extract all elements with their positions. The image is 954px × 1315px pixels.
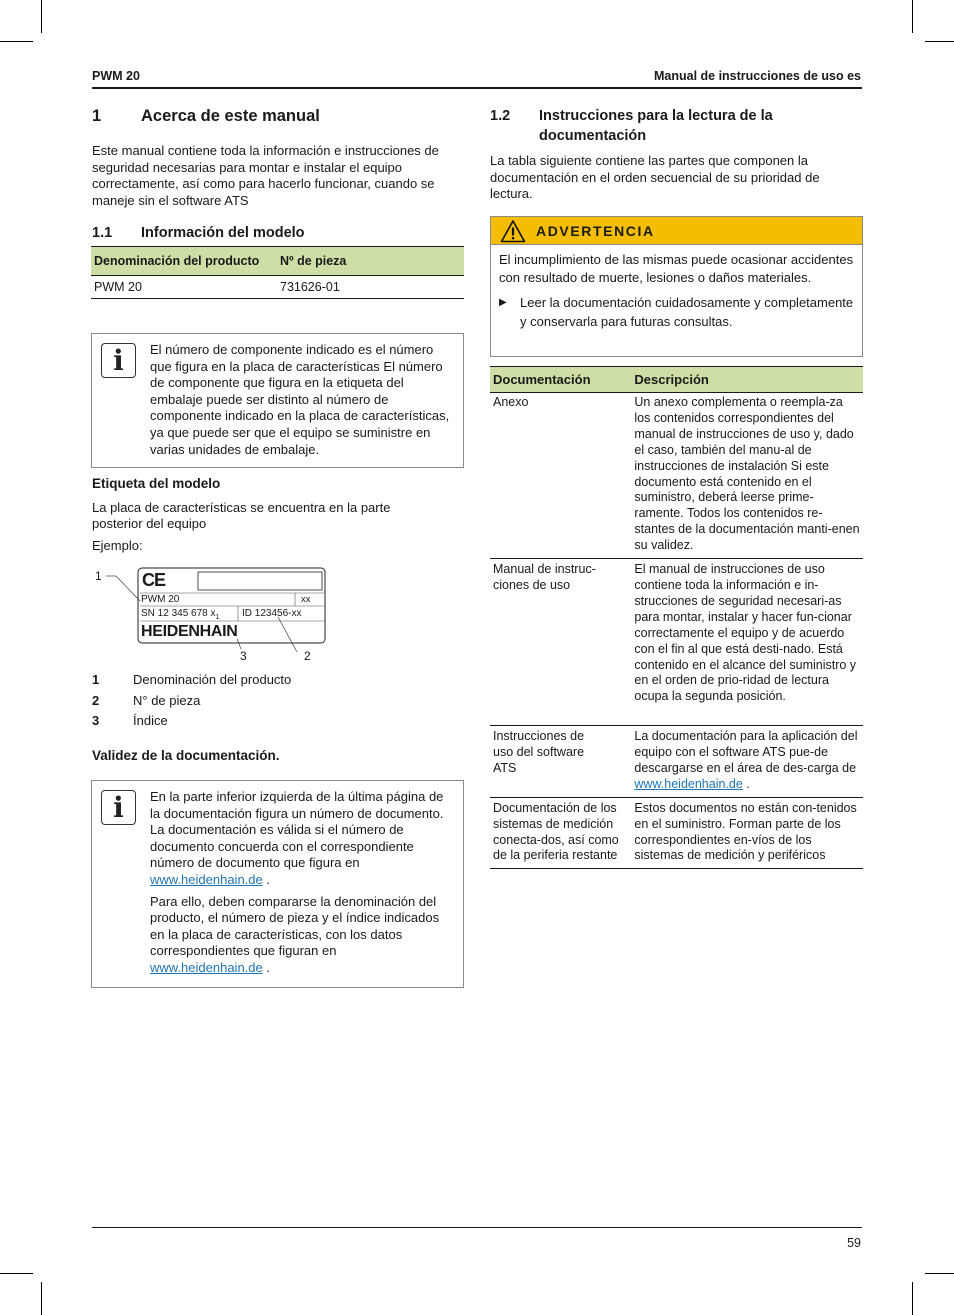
page-number: 59 — [847, 1236, 861, 1250]
table-cell: 731626-01 — [277, 276, 464, 299]
table-header: Documentación — [490, 367, 631, 393]
validity-heading: Validez de la documentación. — [92, 747, 280, 763]
header-product: PWM 20 — [92, 69, 140, 83]
section-1-1-heading: 1.1 Información del modelo — [92, 225, 305, 242]
plate-id: ID 123456-xx — [242, 608, 302, 619]
crop-mark — [925, 41, 954, 42]
heidenhain-logo: HEIDENHAIN — [141, 623, 238, 640]
crop-mark — [41, 0, 42, 33]
warning-bullet: ▶ Leer la documentación cuidadosamente y completamente y conservarla para futuras consultas. — [499, 295, 854, 329]
table-cell: Instrucciones de uso del software ATS — [490, 726, 631, 798]
table-row — [490, 559, 863, 726]
table-cell: Un anexo complementa o reempla-za los contenidos correspondientes del manual de instrucciones de uso y, dado el caso, también del manu-al de instrucciones de instalación Si este documento está contenido en el suministro, deberá leerse prime-ramente. Todos los contenidos re-stantes de la documentación manti-enen su validez. — [631, 393, 863, 559]
callout-3: 3 — [240, 649, 247, 663]
table-cell: Estos documentos no están con-tenidos en el suministro. Forman parte de los correspondientes en-víos de los sistemas de medición y periféricos — [631, 797, 863, 869]
warning-box — [490, 216, 863, 357]
crop-mark — [0, 1273, 33, 1274]
table-header-row — [490, 367, 863, 393]
figure-legend — [92, 670, 464, 764]
header-rule — [92, 87, 862, 89]
table-cell: Manual de instruc-ciones de uso — [490, 559, 631, 726]
footer-rule — [92, 1227, 862, 1228]
left-column — [92, 107, 464, 243]
crop-mark — [912, 1282, 913, 1315]
heidenhain-link[interactable]: www.heidenhain.de — [150, 871, 263, 887]
warning-triangle-icon — [500, 219, 526, 243]
info-note-validity-text — [150, 789, 450, 977]
warning-text: El incumplimiento de las mismas puede ocasionar accidentes con resultado de muerte, lesiones o daños materiales. — [499, 252, 854, 285]
table-cell: Anexo — [490, 393, 631, 559]
crop-mark — [41, 1282, 42, 1315]
table-cell: Documentación de los sistemas de medición conecta-dos, así como de la periferia restante — [490, 797, 631, 869]
legend-item: 2 N° de pieza — [92, 692, 201, 708]
heidenhain-link[interactable]: www.heidenhain.de — [634, 776, 743, 791]
label-section — [92, 476, 464, 554]
crop-mark — [925, 1273, 954, 1274]
legend-item: 1 Denominación del producto — [92, 672, 292, 687]
table-cell: El manual de instrucciones de uso contiene toda la información e in-strucciones de seguridad necesari-as para montar, instalar y hacer fun-cionar correctamente el equipo y de acuerdo con el fin al que está desti-nado. Está contenido en el alcance del suministro y en el orden de prio-ridad de lectura ocupa la segunda posición. — [631, 559, 863, 726]
documentation-table — [490, 366, 863, 869]
plate-xx: xx — [301, 594, 311, 605]
plate-product: PWM 20 — [141, 594, 180, 605]
info-note — [91, 333, 464, 468]
info-icon: i — [101, 343, 136, 378]
section-1-body: Este manual contiene toda la información e instrucciones de seguridad necesarias para montar e instalar el equipo correctamente, así como para hacerlo funcionar, cuando se maneje sin el software ATS — [92, 143, 439, 208]
table-header-row — [91, 247, 464, 276]
legend-item: 3 Índice — [92, 713, 168, 728]
section-1-heading: 1 Acerca de este manual — [92, 107, 320, 125]
table-cell: La documentación para la aplicación del equipo con el software ATS pue-de descargarse en el área de des-carga de www.heidenhain.de . — [631, 726, 863, 798]
plate-serial: SN 12 345 678 $x_1$ — [141, 608, 220, 621]
nameplate-figure — [90, 565, 340, 665]
warning-header — [491, 217, 862, 245]
right-column — [490, 106, 862, 203]
header-manual-title: Manual de instrucciones de uso es — [653, 69, 861, 83]
callout-2: 2 — [304, 649, 311, 663]
bullet-arrow-icon: ▶ — [499, 297, 507, 308]
info-paragraph: En la parte inferior izquierda de la última página de la documentación figura un número de documento. La documentación es válida si el número de documento concuerda con el correspondiente número de documento que figura en www.heidenhain.de . — [150, 789, 444, 887]
table-header: Descripción — [631, 367, 863, 393]
table-row — [91, 276, 464, 299]
info-note-text: El número de componente indicado es el número que figura en la placa de características El número de componente que figura en la etiqueta del embalaje puede ser distinto al número de componente indicado en la placa de características, ya que puede ser que el equipo se suministre en varias unidades de embalaje. — [150, 342, 450, 457]
table-row — [490, 797, 863, 869]
heidenhain-link[interactable]: www.heidenhain.de — [150, 959, 263, 975]
table-row — [490, 726, 863, 798]
info-paragraph: Para ello, deben compararse la denominación del producto, el número de pieza y el índice indicados en la placa de características, con los datos correspondientes que figuran en www.heidenhain.de . — [150, 893, 440, 975]
table-row — [490, 393, 863, 559]
info-icon: i — [101, 790, 136, 825]
table-header: Nº de pieza — [277, 247, 464, 276]
section-1-2-body: La tabla siguiente contiene las partes que componen la documentación en el orden secuencial de su prioridad de lectura. — [490, 153, 820, 202]
label-body: La placa de características se encuentra en la parte posterior del equipo — [92, 499, 391, 532]
crop-mark — [912, 0, 913, 33]
label-heading: Etiqueta del modelo — [92, 476, 221, 491]
ce-mark-icon: CE — [142, 570, 166, 590]
warning-title: ADVERTENCIA — [536, 222, 655, 239]
info-note-validity — [91, 780, 464, 988]
table-header: Denominación del producto — [91, 247, 277, 276]
example-label: Ejemplo: — [92, 537, 143, 553]
model-table — [91, 246, 464, 299]
callout-1: 1 — [95, 569, 102, 583]
section-1-2-heading: 1.2 Instrucciones para la lectura de la documentación — [490, 108, 773, 144]
table-cell: PWM 20 — [91, 276, 277, 299]
crop-mark — [0, 41, 33, 42]
